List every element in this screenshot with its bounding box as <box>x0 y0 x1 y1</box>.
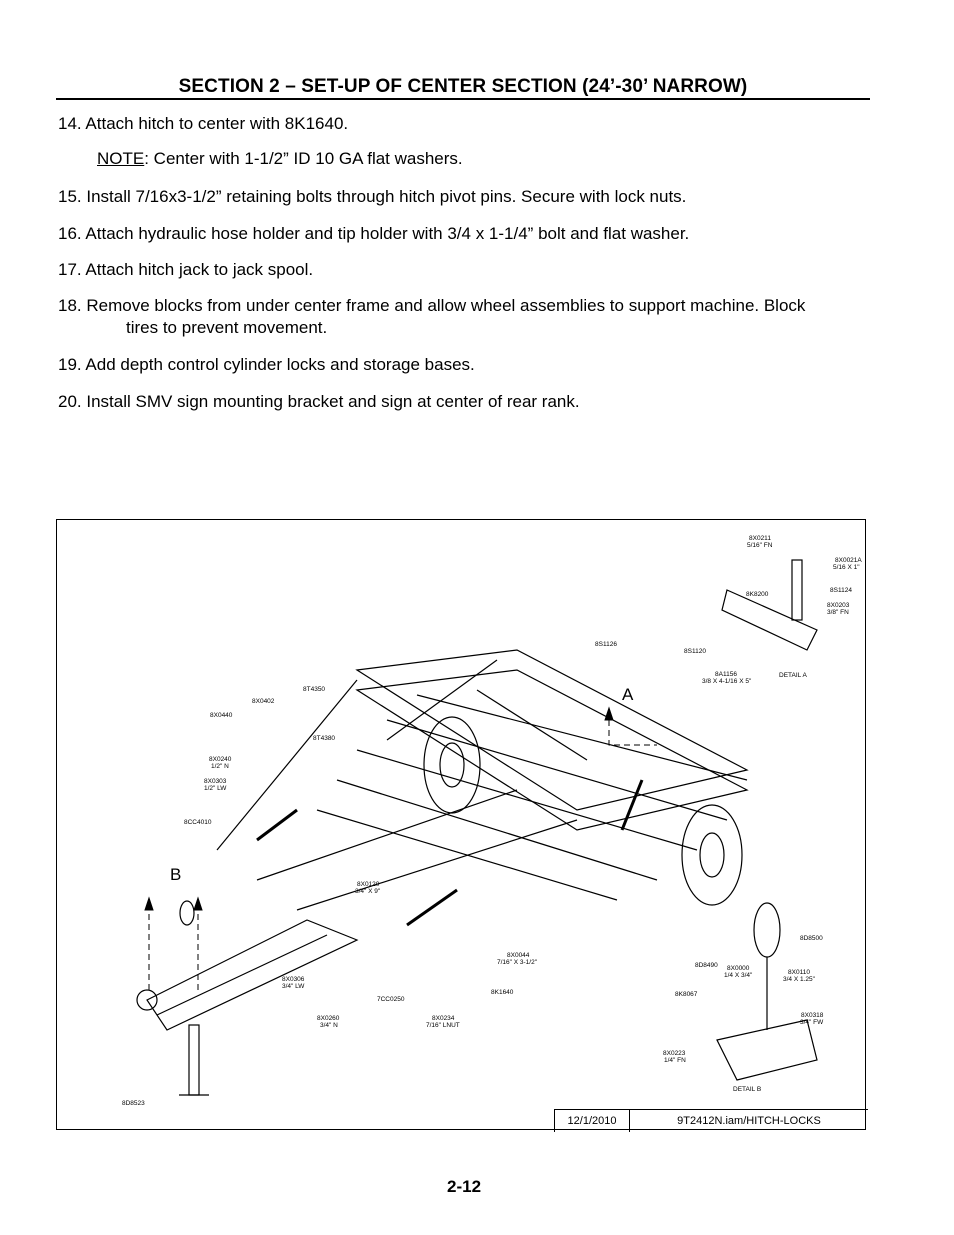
part-8x0234: 8X0234 7/16" LNUT <box>426 1015 460 1029</box>
title-block-date: 12/1/2010 <box>555 1110 630 1132</box>
part-8s1126: 8S1126 <box>595 641 617 648</box>
part-8d8490: 8D8490 <box>695 962 718 969</box>
part-8d8523: 8D8523 <box>122 1100 145 1107</box>
part-8k8200: 8K8200 <box>746 591 769 598</box>
part-8x0303: 8X0303 1/2" LW <box>204 778 227 792</box>
assembly-drawing <box>56 519 866 1130</box>
step-14: 14. Attach hitch to center with 8K1640. <box>58 114 349 133</box>
part-8x0240: 8X0240 1/2" N <box>209 756 232 770</box>
detail-a-plate <box>792 560 802 620</box>
detail-b-bracket <box>717 1020 817 1080</box>
detail-a-bracket <box>722 590 817 650</box>
note-label: NOTE <box>97 149 145 168</box>
part-8t4350: 8T4350 <box>303 686 326 693</box>
view-b-arrowhead-left <box>145 898 153 910</box>
frame-brace-1 <box>477 690 587 760</box>
note-text: : Center with 1-1/2” ID 10 GA flat washers. <box>144 149 463 168</box>
part-8x0402: 8X0402 <box>252 698 275 705</box>
hitch-smv-ring <box>180 901 194 925</box>
part-8x0044: 8X0044 7/16" X 3-1/2" <box>497 952 538 966</box>
wheel-right-hub <box>700 833 724 877</box>
part-8x0223: 8X0223 1/4" FN <box>663 1050 686 1064</box>
part-8t4380: 8T4380 <box>313 735 336 742</box>
frame-left-rail <box>217 680 357 850</box>
detail-a-title: DETAIL A <box>779 672 807 679</box>
machine-frame <box>137 560 817 1095</box>
part-8s1124: 8S1124 <box>830 587 852 594</box>
part-8x0021a: 8X0021A 5/16 X 1" <box>833 557 862 571</box>
part-7cc0250: 7CC0250 <box>377 996 405 1003</box>
frame-cross-3 <box>387 720 727 820</box>
frame-cross-4 <box>417 695 747 780</box>
view-a-arrow <box>609 720 657 745</box>
step-17: 17. Attach hitch jack to jack spool. <box>58 260 314 279</box>
step-18-text: 18. Remove blocks from under center frame and allow wheel assemblies to support machine. Block <box>58 296 806 315</box>
part-8x0203: 8X0203 3/8" FN <box>827 602 850 616</box>
view-b-arrowhead-right <box>194 898 202 910</box>
hitch-jack <box>189 1025 199 1095</box>
frame-cross-2 <box>357 750 697 850</box>
step-18-continuation: tires to prevent movement. <box>126 318 328 337</box>
hitch-center-line <box>157 935 327 1015</box>
cylinder-center <box>407 890 457 925</box>
part-8x0211: 8X0211 5/16" FN <box>747 535 773 549</box>
drawing-canvas <box>57 520 865 1129</box>
wheel-right <box>682 805 742 905</box>
note-line <box>97 149 463 169</box>
part-8cc4010: 8CC4010 <box>184 819 212 826</box>
title-rule <box>56 98 870 100</box>
frame-front-rail <box>297 820 577 910</box>
page-number: 2-12 <box>447 1177 482 1196</box>
part-8x0110: 8X0110 3/4 X 1.25" <box>783 969 815 983</box>
part-8d8500: 8D8500 <box>800 935 823 942</box>
step-18 <box>58 295 805 339</box>
section-title: SECTION 2 – SET-UP OF CENTER SECTION (24’-30’ NARROW) <box>178 76 748 97</box>
part-8a1156: 8A1156 3/8 X 4-1/16 X 5" <box>702 671 752 685</box>
view-a-arrowhead <box>605 708 613 720</box>
view-b-letter: B <box>170 865 182 884</box>
part-8x0306: 8X0306 3/4" LW <box>282 976 305 990</box>
part-8x0000: 8X0000 1/4 X 3/4" <box>724 965 753 979</box>
step-19: 19. Add depth control cylinder locks and storage bases. <box>58 355 475 374</box>
title-block-file: 9T2412N.iam/HITCH-LOCKS <box>677 1115 821 1127</box>
part-8k8067: 8K8067 <box>675 991 698 998</box>
step-16: 16. Attach hydraulic hose holder and tip holder with 3/4 x 1-1/4” bolt and flat washer. <box>58 224 690 243</box>
step-15: 15. Install 7/16x3-1/2” retaining bolts through hitch pivot pins. Secure with lock nuts. <box>58 187 687 206</box>
part-8x0260: 8X0260 3/4" N <box>317 1015 340 1029</box>
cylinder-right <box>622 780 642 830</box>
detail-b-smv-ring <box>754 903 780 957</box>
view-a-letter: A <box>622 685 634 704</box>
frame-mid-rail <box>257 790 517 880</box>
part-8s1120: 8S1120 <box>684 648 706 655</box>
wheel-left <box>424 717 480 813</box>
wheel-left-hub <box>440 743 464 787</box>
detail-b-title: DETAIL B <box>733 1086 762 1093</box>
part-8k1640: 8K1640 <box>491 989 514 996</box>
part-8x0120: 8X0120 3/4" X 9" <box>355 881 381 895</box>
part-8x0318: 8X0318 3/4" FW <box>800 1012 824 1026</box>
view-arrows <box>145 708 657 990</box>
cylinder-front <box>257 810 297 840</box>
step-20: 20. Install SMV sign mounting bracket and sign at center of rear rank. <box>58 392 580 411</box>
part-8x0440: 8X0440 <box>210 712 233 719</box>
title-block <box>554 1109 868 1132</box>
hitch-tongue <box>147 920 357 1030</box>
frame-inner-outline <box>357 670 747 830</box>
